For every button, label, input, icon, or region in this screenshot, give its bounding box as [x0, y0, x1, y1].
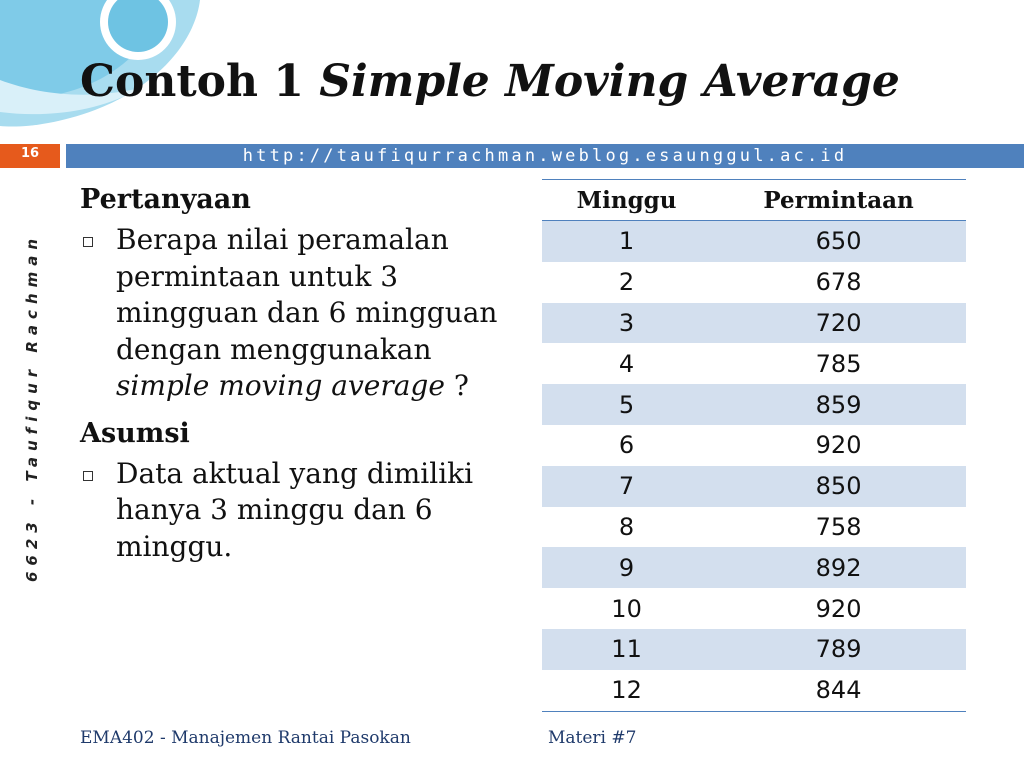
vertical-author-label: 6623 - Taufiqur Rachman	[23, 232, 41, 582]
table-row	[542, 547, 966, 588]
slide-title	[80, 52, 900, 112]
week-cell: 1	[618, 227, 635, 256]
asumsi-bullet	[80, 456, 520, 566]
demand-cell: 859	[815, 390, 862, 419]
table-row	[542, 670, 966, 711]
square-bullet-icon	[83, 237, 93, 247]
url-bar	[66, 144, 1024, 168]
table-row	[542, 221, 966, 262]
demand-cell: 678	[815, 268, 862, 297]
column-header-minggu: Minggu	[542, 180, 711, 221]
week-cell: 4	[618, 349, 635, 378]
table-row	[542, 466, 966, 507]
demand-cell: 892	[815, 553, 862, 582]
demand-cell: 720	[815, 308, 862, 337]
week-cell: 8	[618, 512, 635, 541]
demand-cell: 844	[815, 676, 862, 705]
week-cell: 12	[611, 676, 642, 705]
week-cell: 5	[618, 390, 635, 419]
week-cell: 7	[618, 472, 635, 501]
week-cell: 9	[618, 553, 635, 582]
title-prefix: Contoh 1	[80, 56, 320, 107]
table-row	[542, 507, 966, 548]
url-text: http://taufiqurrachman.weblog.esaunggul.ac.id	[242, 146, 848, 166]
demand-cell: 920	[815, 431, 862, 460]
demand-table	[542, 179, 966, 712]
square-bullet-icon	[83, 471, 93, 481]
table-row	[542, 425, 966, 466]
pertanyaan-bullet	[80, 222, 520, 405]
demand-cell: 789	[815, 635, 862, 664]
table-row	[542, 343, 966, 384]
footer-course: EMA402 - Manajemen Rantai Pasokan	[80, 728, 411, 748]
footer-materi: Materi #7	[548, 728, 637, 748]
demand-cell: 650	[815, 227, 862, 256]
week-cell: 2	[618, 268, 635, 297]
pertanyaan-end: ?	[444, 369, 469, 402]
demand-cell: 920	[815, 594, 862, 623]
pertanyaan-emph: simple moving average	[116, 369, 445, 402]
table-row	[542, 303, 966, 344]
asumsi-text: Data aktual yang dimiliki hanya 3 minggu dan 6 minggu.	[116, 456, 474, 563]
slide-body	[80, 180, 520, 565]
table-row	[542, 262, 966, 303]
demand-cell: 785	[815, 349, 862, 378]
title-italic: Simple Moving Average	[319, 56, 900, 107]
pertanyaan-heading: Pertanyaan	[80, 184, 251, 215]
week-cell: 3	[618, 308, 635, 337]
week-cell: 11	[611, 635, 642, 664]
asumsi-heading: Asumsi	[80, 417, 190, 449]
table-header-row	[542, 180, 966, 221]
table-row	[542, 384, 966, 425]
table-row	[542, 629, 966, 670]
table-row	[542, 588, 966, 629]
week-cell: 6	[618, 431, 635, 460]
demand-cell: 850	[815, 472, 862, 501]
pertanyaan-text: Berapa nilai peramalan permintaan untuk 3 mingguan dan 6 mingguan dengan menggunakan	[116, 223, 498, 366]
demand-cell: 758	[815, 512, 862, 541]
week-cell: 10	[611, 594, 642, 623]
slide-number: 16	[0, 144, 60, 168]
column-header-permintaan: Permintaan	[711, 180, 966, 221]
